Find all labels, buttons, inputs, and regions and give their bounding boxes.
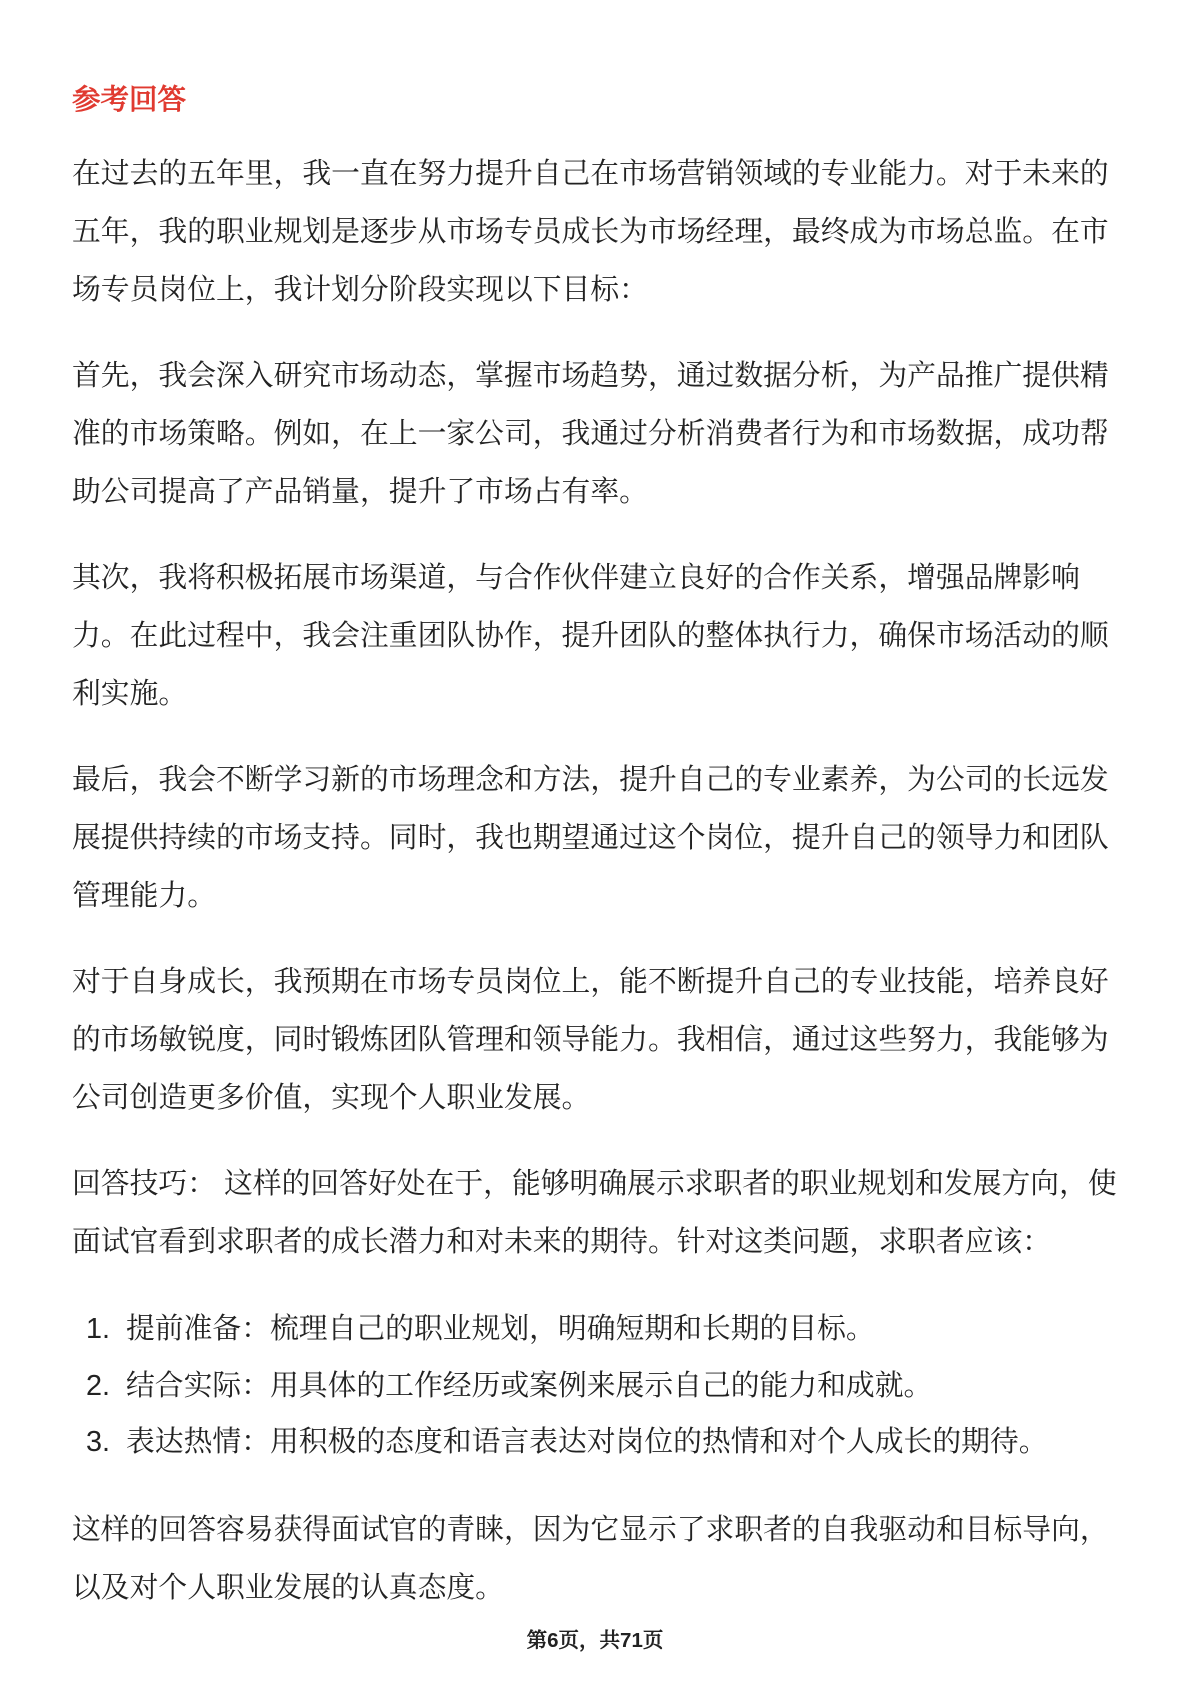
list-item — [72, 1414, 1132, 1471]
paragraph-line: 公司创造更多价值，实现个人职业发展。 — [72, 1082, 591, 1114]
answer-paragraph — [72, 751, 1132, 925]
list-item-text: 结合实际：用具体的工作经历或案例来展示自己的能力和成就。 — [126, 1369, 933, 1402]
paragraph-line: 最后，我会不断学习新的市场理念和方法，提升自己的专业素养，为公司的长远发 — [72, 764, 1109, 796]
tips-intro-paragraph — [72, 1155, 1132, 1271]
paragraph-line: 回答技巧： 这样的回答好处在于，能够明确展示求职者的职业规划和发展方向，使 — [72, 1168, 1117, 1200]
paragraph-line: 管理能力。 — [72, 880, 216, 912]
list-item-text: 提前准备：梳理自己的职业规划，明确短期和长期的目标。 — [126, 1313, 875, 1345]
paragraph-line: 面试官看到求职者的成长潜力和对未来的期待。针对这类问题，求职者应该： — [72, 1226, 1052, 1258]
answer-paragraph — [72, 347, 1132, 521]
list-number: 1. — [86, 1313, 111, 1345]
section-heading: 参考回答 — [72, 84, 187, 116]
paragraph-line: 在过去的五年里，我一直在努力提升自己在市场营销领域的专业能力。对于未来的 — [72, 158, 1109, 190]
paragraph-line: 准的市场策略。例如，在上一家公司，我通过分析消费者行为和市场数据，成功帮 — [72, 418, 1109, 450]
answer-paragraph — [72, 145, 1132, 319]
answer-paragraph — [72, 953, 1132, 1127]
paragraph-line: 利实施。 — [72, 678, 188, 710]
conclusion-paragraph — [72, 1501, 1132, 1617]
list-item — [72, 1301, 1132, 1358]
paragraph-line: 的市场敏锐度，同时锻炼团队管理和领导能力。我相信，通过这些努力，我能够为 — [72, 1024, 1109, 1056]
paragraph-line: 五年，我的职业规划是逐步从市场专员成长为市场经理，最终成为市场总监。在市 — [72, 216, 1109, 248]
list-number: 2. — [86, 1369, 111, 1402]
paragraph-line: 首先，我会深入研究市场动态，掌握市场趋势，通过数据分析，为产品推广提供精 — [72, 360, 1109, 392]
paragraph-line: 展提供持续的市场支持。同时，我也期望通过这个岗位，提升自己的领导力和团队 — [72, 822, 1109, 854]
list-item — [72, 1358, 1132, 1415]
paragraph-line: 力。在此过程中，我会注重团队协作，提升团队的整体执行力，确保市场活动的顺 — [72, 620, 1109, 652]
paragraph-line: 这样的回答容易获得面试官的青睐，因为它显示了求职者的自我驱动和目标导向， — [72, 1513, 1109, 1546]
page-content — [72, 71, 1132, 1645]
tips-list — [72, 1301, 1132, 1471]
list-item-text: 表达热情：用积极的态度和语言表达对岗位的热情和对个人成长的期待。 — [126, 1426, 1048, 1458]
paragraph-line: 以及对个人职业发展的认真态度。 — [72, 1571, 504, 1604]
page-number-footer: 第6页，共71页 — [526, 1629, 664, 1652]
paragraph-line: 对于自身成长，我预期在市场专员岗位上，能不断提升自己的专业技能，培养良好 — [72, 966, 1109, 998]
paragraph-line: 其次，我将积极拓展市场渠道，与合作伙伴建立良好的合作关系，增强品牌影响 — [72, 562, 1080, 594]
answer-paragraph — [72, 549, 1132, 723]
paragraph-line: 助公司提高了产品销量，提升了市场占有率。 — [72, 476, 648, 508]
list-number: 3. — [86, 1426, 111, 1458]
paragraph-line: 场专员岗位上，我计划分阶段实现以下目标： — [72, 274, 648, 306]
